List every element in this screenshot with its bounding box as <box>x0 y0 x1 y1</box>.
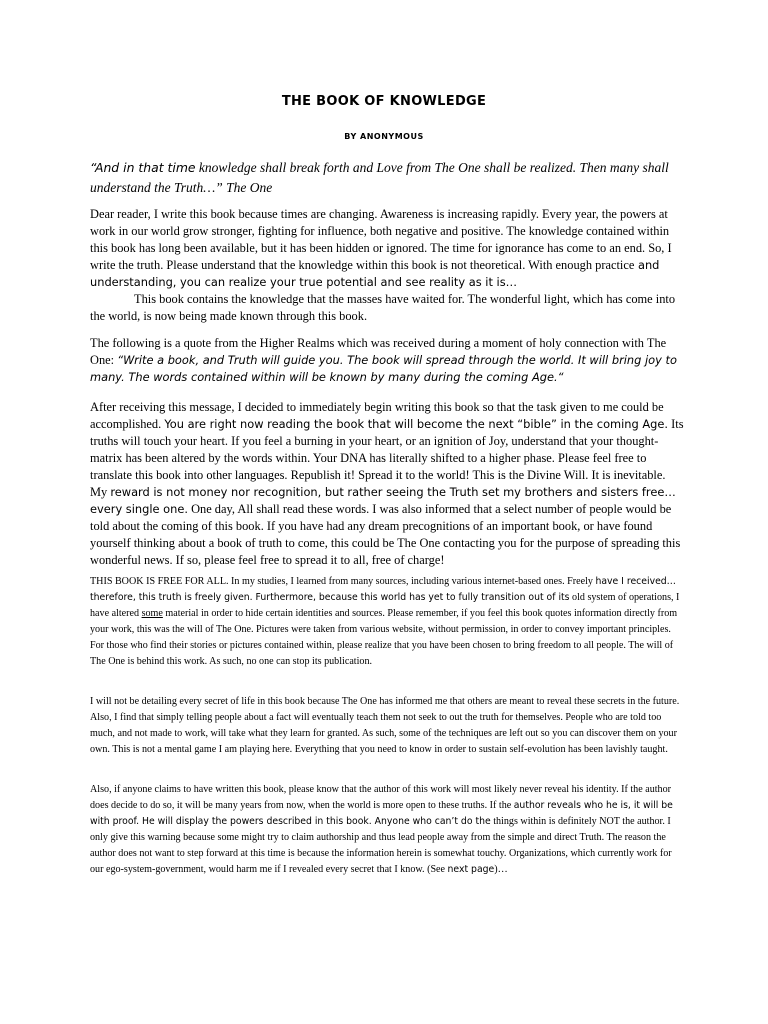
p3-text-b: You are right now reading the book that will become the next “bible” in the coming Age. <box>164 417 669 431</box>
p6-text-c: things within is definitely NOT the author. I only give this warning because some might try to claim authorship and thus lead people away from the simple and direct Truth. The reason the author does not want to step forward at this time is because the information herein is somewhat touchy. Organizations, which currently work for our ego-system-government, would harm me if I revealed every secret that I know. (See <box>90 816 672 875</box>
p6-text-e: )… <box>494 864 508 875</box>
p4-text-c: old system of operations, I have altered <box>90 592 680 619</box>
paragraph-3 <box>90 399 684 569</box>
p3-text-d: reward is not money nor recognition, but rather seeing the Truth set my brothers and sisters free… every single one. <box>90 485 676 516</box>
paragraph-2 <box>90 335 684 386</box>
p3-text-a: After receiving this message, I decided to immediately begin writing this book so that the task given to me could be accomplished. <box>90 400 664 431</box>
p4-text-e: material in order to hide certain identities and sources. Please remember, if you feel this book quotes information directly from your work, this was the will of The One. Pictures were taken from various website, without permission, in order to convey important principles. For those who find their stories or pictures contained within, please realize that you have been chosen to bring freedom to all people. The will of The One is behind this work. As such, no one can stop its publication. <box>90 608 678 667</box>
epigraph <box>90 158 684 198</box>
epigraph-rest: knowledge shall break forth and Love from The One shall be realized. Then many shall understand the Truth…” The One <box>90 160 669 195</box>
p1-text-b: and understanding, you can realize your true potential and see reality as it is… <box>90 258 660 289</box>
paragraph-1 <box>90 206 684 325</box>
p3-text-c: Its truths will touch your heart. If you feel a burning in your heart, or an ignition of Joy, understand that your thought-matrix has been altered by the words within. Your DNA has literally shifted to a higher phase. Please feel free to translate this book into other languages. Republish it! Spread it to the world! This is the Divine Will. It is inevitable. My <box>90 417 684 499</box>
p2-quote: “Write a book, and Truth will guide you. The book will spread through the world. It will bring joy to many. The words contained within will be known by many during the coming Age.“ <box>90 353 677 384</box>
p3-text-e: One day, All shall read these words. I was also informed that a select number of people would be told about the coming of this book. If you have had any dream precognitions of an important book, or have found yourself thinking about a book of truth to come, this could be The One contacting you for the purpose of spreading this wonderful news. If so, please feel free to spread it to all, free of charge! <box>90 502 681 567</box>
p6-next-page: next page <box>447 864 495 875</box>
document-title: THE BOOK OF KNOWLEDGE <box>281 94 487 109</box>
p1-text-a: Dear reader, I write this book because times are changing. Awareness is increasing rapidly. Every year, the powers at work in our world grow stronger, fighting for influence, both negative and positive. The knowledge contained within this book has long been available, but it has been hidden or ignored. The time for ignorance has come to an end. So, I write the truth. Please understand that the knowledge within this book is not theoretical. With enough practice <box>90 207 672 272</box>
p6-text-a: Also, if anyone claims to have written this book, please know that the author of this work will most likely never reveal his identity. If the author does decide to do so, it will be many years from now, when the world is more open to these truths. If the <box>90 784 672 811</box>
p4-text-a: THIS BOOK IS FREE FOR ALL. In my studies, I learned from many sources, including various internet-based ones. Freely <box>90 576 596 587</box>
paragraph-5: I will not be detailing every secret of life in this book because The One has informed me that others are meant to reveal these secrets in the future. Also, I find that simply telling people about a fact will eventually teach them not seek to out the truth for themselves. People who are told too much, and not made to work, will take what they learn for granted. As such, some of the techniques are left out so you can discover them on your own. This is not a mental game I am playing here. Everything that you need to know in order to sustain self-evolution has been lavishly taught. <box>90 696 680 755</box>
document-byline: BY ANONYMOUS <box>344 132 424 141</box>
p2-text-a: The following is a quote from the Higher Realms which was received during a moment of holy connection with The One: <box>90 336 667 367</box>
p6-text-b: author reveals who he is, it will be with proof. He will display the powers described in this book. Anyone who can’t do the <box>90 800 673 827</box>
epigraph-open: “And in that time <box>90 160 196 175</box>
p4-underlined: some <box>141 608 163 619</box>
paragraph-6 <box>90 782 684 878</box>
p4-text-b: have I received… therefore, this truth is freely given. Furthermore, because this world has yet to fully transition out of its <box>90 576 676 603</box>
p1-text-c: This book contains the knowledge that the masses have waited for. The wonderful light, which has come into the world, is now being made known through this book. <box>90 292 676 323</box>
paragraph-4 <box>90 574 684 670</box>
